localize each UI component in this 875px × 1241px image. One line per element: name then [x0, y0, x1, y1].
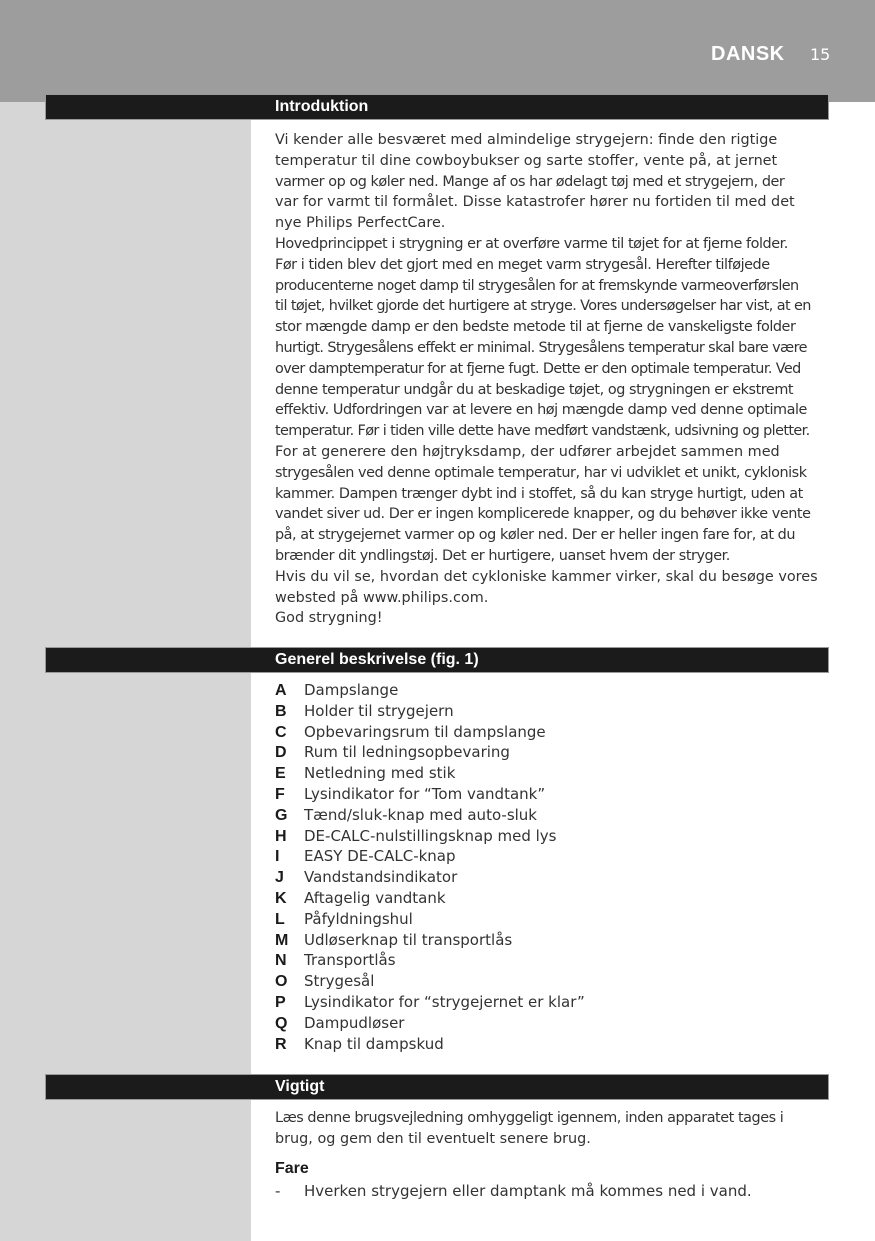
- list-item: [275, 930, 831, 951]
- item-text: Vandstandsindikator: [304, 868, 458, 887]
- item-key: I: [275, 848, 280, 866]
- item-key: K: [275, 889, 287, 907]
- item-text: Strygesål: [304, 972, 375, 991]
- intro-line: over damptemperatur for at fjerne fugt. Dette er den optimale temperatur. Ved: [275, 360, 801, 377]
- intro-line: temperatur. Før i tiden ville dette have medført vandstænk, udsivning og pletter.: [275, 423, 810, 440]
- item-key: R: [275, 1035, 287, 1053]
- item-key: M: [275, 931, 289, 949]
- intro-line: websted på www.philips.com.: [275, 589, 489, 606]
- intro-line: temperatur til dine cowboybukser og sarte stoffer, vente på, at jernet: [275, 152, 778, 169]
- list-item: [275, 867, 831, 888]
- list-item: [275, 992, 831, 1013]
- danger-list-item: [275, 1181, 831, 1202]
- intro-line: vandet siver ud. Der er ingen komplicerede knapper, og du behøver ikke vente: [275, 506, 811, 523]
- item-text: Netledning med stik: [304, 764, 456, 783]
- item-text: Dampudløser: [304, 1013, 405, 1032]
- intro-line: på, at strygejernet varmer op og køler ned. Der er heller ingen fare for, at du: [275, 527, 796, 544]
- item-text: Tænd/sluk-knap med auto-sluk: [304, 805, 537, 824]
- danger-item-text: Hverken strygejern eller damptank må kommes ned i vand.: [304, 1182, 752, 1200]
- item-key: H: [275, 827, 287, 845]
- list-item: [275, 784, 831, 805]
- list-item: [275, 742, 831, 763]
- dash-marker: -: [275, 1182, 281, 1200]
- intro-paragraphs: [275, 130, 831, 629]
- section-title: Vigtigt: [275, 1078, 325, 1095]
- item-key: E: [275, 765, 286, 783]
- important-line: Læs denne brugsvejledning omhyggeligt igennem, inden apparatet tages i: [275, 1110, 784, 1126]
- item-text: Opbevaringsrum til dampslange: [304, 722, 546, 741]
- intro-line: kammer. Dampen trænger dybt ind i stoffet, så du kan stryge hurtigt, uden at: [275, 485, 803, 502]
- intro-line: varmer op og køler ned. Mange af os har ødelagt tøj med et strygejern, der: [275, 173, 785, 190]
- intro-line: hurtigt. Strygesålens effekt er minimal. Strygesålens temperatur skal bare være: [275, 339, 807, 356]
- section-header-introduktion: [45, 94, 829, 120]
- section-header-vigtigt: [45, 1074, 829, 1100]
- list-item: [275, 826, 831, 847]
- list-item: [275, 805, 831, 826]
- intro-line: Hovedprincippet i strygning er at overføre varme til tøjet for at fjerne folder.: [275, 235, 788, 252]
- intro-line: Før i tiden blev det gjort med en meget varm strygesål. Herefter tilføjede: [275, 256, 770, 273]
- right-margin: [829, 102, 875, 1241]
- list-item: [275, 763, 831, 784]
- intro-line: nye Philips PerfectCare.: [275, 215, 446, 232]
- item-text: Lysindikator for “Tom vandtank”: [304, 784, 546, 803]
- section-title: Generel beskrivelse (fig. 1): [275, 651, 479, 668]
- item-text: Aftagelig vandtank: [304, 888, 446, 907]
- item-text: DE-CALC-nulstillingsknap med lys: [304, 826, 557, 845]
- intro-line: stor mængde damp er den bedste metode til at fjerne de vanskeligste folder: [275, 319, 796, 336]
- list-item: [275, 1013, 831, 1034]
- intro-line: God strygning!: [275, 610, 383, 627]
- item-key: L: [275, 910, 285, 928]
- important-line: brug, og gem den til eventuelt senere brug.: [275, 1130, 591, 1147]
- intro-line: denne temperatur undgår du at beskadige tøjet, og strygningen er ekstremt: [275, 381, 794, 398]
- item-key: A: [275, 682, 287, 699]
- item-text: Transportlås: [304, 951, 396, 970]
- list-item: [275, 846, 831, 867]
- item-key: G: [275, 806, 288, 824]
- item-text: Knap til dampskud: [304, 1034, 444, 1053]
- page-number: 15: [810, 45, 831, 64]
- item-text: Dampslange: [304, 681, 399, 699]
- list-item: [275, 722, 831, 743]
- intro-line: brænder dit yndlingstøj. Det er hurtigere, uanset hvem der stryger.: [275, 547, 730, 564]
- page-header-band: [0, 0, 875, 102]
- list-item: [275, 1034, 831, 1055]
- intro-line: til tøjet, hvilket gjorde det hurtigere at stryge. Vores undersøgelser har vist, at en: [275, 298, 811, 315]
- list-item: [275, 909, 831, 930]
- intro-line: Vi kender alle besværet med almindelige strygejern: finde den rigtige: [275, 132, 778, 148]
- item-key: B: [275, 702, 287, 720]
- section-title: Introduktion: [275, 98, 369, 115]
- intro-line: For at generere den højtryksdamp, der udfører arbejdet sammen med: [275, 443, 780, 460]
- item-key: Q: [275, 1014, 288, 1032]
- item-text: Rum til ledningsopbevaring: [304, 743, 510, 762]
- danger-heading: Fare: [275, 1160, 309, 1177]
- section-header-generel-beskrivelse: [45, 647, 829, 673]
- item-text: Lysindikator for “strygejernet er klar”: [304, 992, 585, 1011]
- intro-line: strygesålen ved denne optimale temperatur, har vi udviklet et unikt, cyklonisk: [275, 464, 807, 481]
- intro-line: Hvis du vil se, hvordan det cykloniske kammer virker, skal du besøge vores: [275, 568, 818, 585]
- item-text: Påfyldningshul: [304, 909, 413, 928]
- list-item: [275, 971, 831, 992]
- important-paragraph: [275, 1108, 831, 1150]
- intro-line: effektiv. Udfordringen var at levere en høj mængde damp ved denne optimale: [275, 402, 807, 419]
- list-item: [275, 680, 831, 701]
- item-text: Holder til strygejern: [304, 701, 454, 720]
- intro-line: producenterne noget damp til strygesålen for at fremskynde varmeoverførslen: [275, 277, 799, 294]
- intro-line: var for varmt til formålet. Disse katastrofer hører nu fortiden til med det: [275, 194, 795, 211]
- item-key: F: [275, 785, 285, 803]
- list-item: [275, 701, 831, 722]
- item-key: N: [275, 952, 287, 970]
- item-key: C: [275, 723, 287, 741]
- item-key: P: [275, 993, 286, 1011]
- item-key: J: [275, 869, 284, 887]
- item-text: EASY DE-CALC-knap: [304, 847, 456, 866]
- parts-list: [275, 680, 831, 1054]
- list-item: [275, 950, 831, 971]
- item-key: D: [275, 744, 287, 762]
- list-item: [275, 888, 831, 909]
- item-key: O: [275, 973, 288, 991]
- item-text: Udløserknap til transportlås: [304, 930, 513, 949]
- language-label: DANSK: [711, 43, 785, 65]
